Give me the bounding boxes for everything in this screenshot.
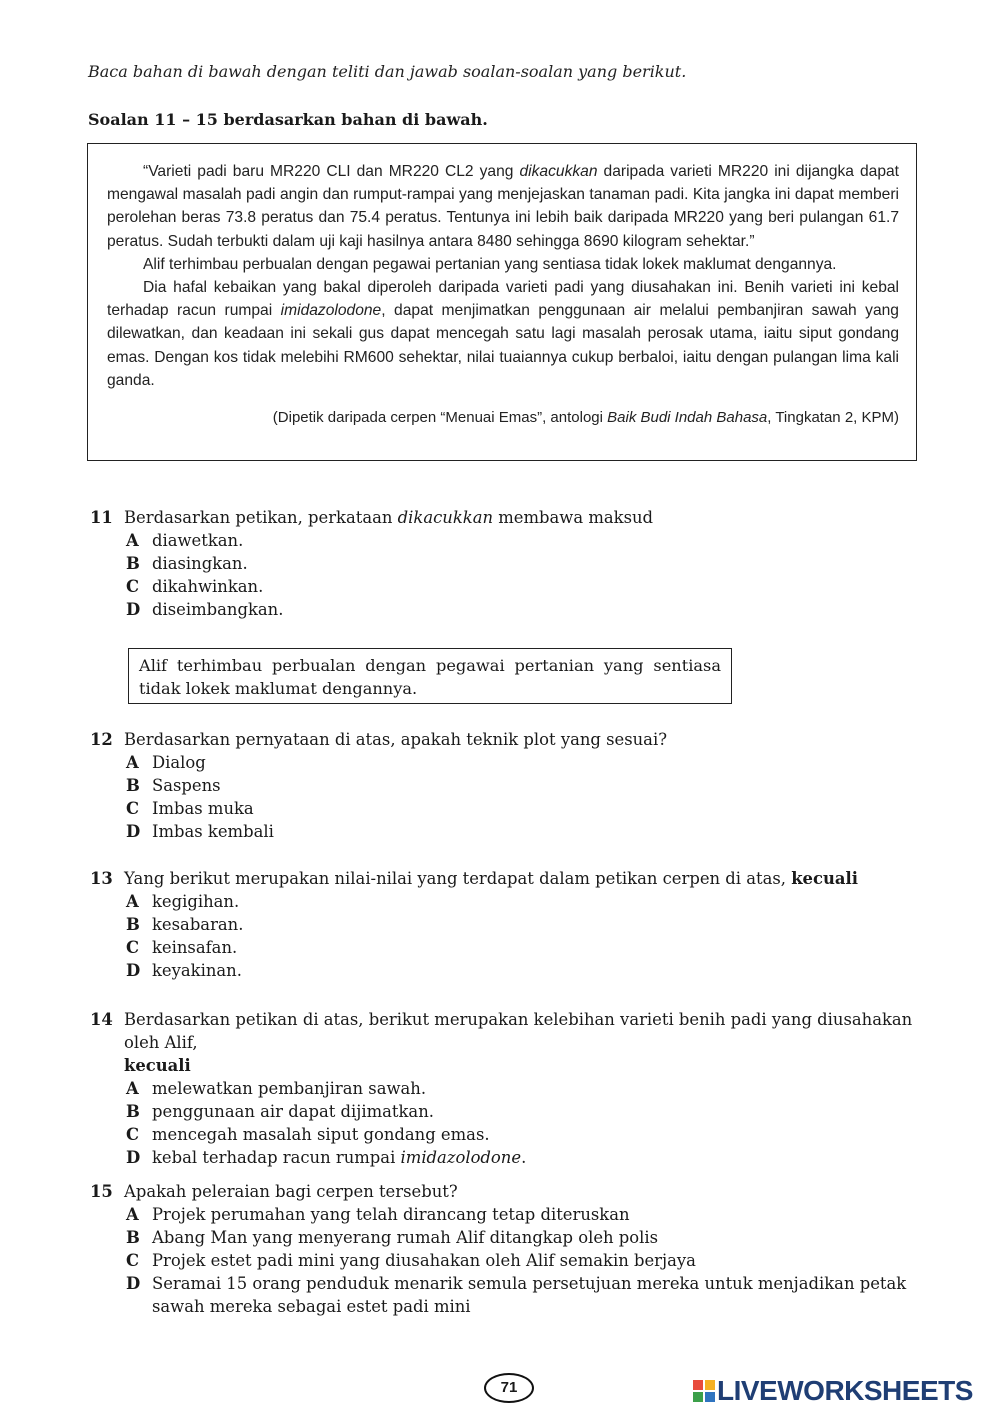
question-number: 12: [90, 730, 113, 749]
question-number: 13: [90, 869, 113, 888]
option-d[interactable]: D diseimbangkan.: [126, 600, 284, 619]
option-a[interactable]: A Dialog: [126, 753, 206, 772]
liveworksheets-logo: [693, 1375, 973, 1407]
option-c[interactable]: C Imbas muka: [126, 799, 254, 818]
option-c[interactable]: C mencegah masalah siput gondang emas.: [126, 1125, 490, 1144]
option-a[interactable]: A melewatkan pembanjiran sawah.: [126, 1079, 427, 1098]
option-d[interactable]: D Seramai 15 orang penduduk menarik semula persetujuan mereka untuk menjadikan petak sawah mereka sebagai estet padi mini: [126, 1274, 907, 1316]
option-d[interactable]: D kebal terhadap racun rumpai imidazolodone.: [126, 1148, 527, 1167]
question-13: 13 Yang berikut merupakan nilai-nilai yang terdapat dalam petikan cerpen di atas, kecuali A kegigihan. B kesabaran. C keinsafan. D keyakinan.: [90, 869, 858, 980]
option-a[interactable]: A diawetkan.: [126, 531, 244, 550]
option-b[interactable]: B kesabaran.: [126, 915, 244, 934]
instruction: Baca bahan di bawah dengan teliti dan jawab soalan-soalan yang berikut.: [88, 62, 687, 81]
question-number: 15: [90, 1182, 113, 1201]
section-heading: Soalan 11 – 15 berdasarkan bahan di bawah.: [88, 110, 488, 129]
option-d[interactable]: D keyakinan.: [126, 961, 242, 980]
question-15: 15 Apakah peleraian bagi cerpen tersebut? A Projek perumahan yang telah dirancang tetap diteruskan B Abang Man yang menyerang rumah Alif ditangkap oleh polis C Projek estet padi mini yang diusahakan oleh Alif semakin berjaya D Seramai 15 orang penduduk menarik semula persetujuan mereka untuk menjadikan petak sawah mereka sebagai estet padi mini: [90, 1180, 946, 1318]
option-b[interactable]: B Abang Man yang menyerang rumah Alif ditangkap oleh polis: [126, 1228, 659, 1247]
question-number: 14: [90, 1010, 113, 1029]
passage-paragraph-2: Alif terhimbau perbualan dengan pegawai pertanian yang sentiasa tidak lokek maklumat dengannya.: [143, 255, 837, 273]
question-14: 14 Berdasarkan petikan di atas, berikut merupakan kelebihan varieti benih padi yang diusahakan oleh Alif, kecuali A melewatkan pembanjiran sawah. B penggunaan air dapat dijimatkan. C mencegah masalah siput gondang emas. D kebal terhadap racun rumpai imidazolodone.: [90, 1008, 940, 1169]
question-11: 11 Berdasarkan petikan, perkataan dikacukkan membawa maksud A diawetkan. B diasingkan. C dikahwinkan. D diseimbangkan.: [90, 508, 654, 619]
option-a[interactable]: A Projek perumahan yang telah dirancang tetap diteruskan: [126, 1205, 630, 1224]
brand-wordmark: LIVEWORKSHEETS: [717, 1375, 973, 1406]
passage-paragraph-1: “Varieti padi baru MR220 CLI dan MR220 CL2 yang dikacukkan daripada varieti MR220 ini dijangka dapat mengawal masalah padi angin dan rumput-rampai yang menjejaskan tanaman padi. Kita jangka ini dapat memberi perolehan beras 73.8 peratus dan 75.4 peratus. Tentunya ini lebih baik daripada MR220 yang beri pulangan 61.7 peratus. Sudah terbukti dalam uji kaji hasilnya antara 8480 sehingga 8690 kilogram sehektar.”: [107, 163, 899, 250]
option-c[interactable]: C keinsafan.: [126, 938, 238, 957]
question-number: 11: [90, 508, 113, 527]
passage-box: [87, 143, 917, 461]
passage-paragraph-3: Dia hafal kebaikan yang bakal diperoleh daripada varieti padi yang diusahakan ini. Benih varieti ini kebal terhadap racun rumpai imidazolodone, dapat menjimatkan penggunaan air melalui pembanjiran sawah yang dilewatkan, dan keadaan ini sekali gus dapat mencegah satu lagi masalah perosak utama, iaitu siput gondang emas. Dengan kos tidak melebihi RM600 sehektar, nilai tuaiannya cukup berbaloi, iaitu dengan pulangan lima kali ganda.: [107, 279, 899, 389]
passage-source: (Dipetik daripada cerpen “Menuai Emas”, antologi Baik Budi Indah Bahasa, Tingkatan 2, KPM): [272, 409, 899, 427]
page-number: 71: [484, 1373, 534, 1403]
option-b[interactable]: B diasingkan.: [126, 554, 248, 573]
liveworksheets-blocks-icon: [693, 1380, 715, 1402]
option-b[interactable]: B Saspens: [126, 776, 221, 795]
option-b[interactable]: B penggunaan air dapat dijimatkan.: [126, 1102, 434, 1121]
option-c[interactable]: C dikahwinkan.: [126, 577, 264, 596]
option-d[interactable]: D Imbas kembali: [126, 822, 274, 841]
option-c[interactable]: C Projek estet padi mini yang diusahakan oleh Alif semakin berjaya: [126, 1251, 696, 1270]
question-12: 12 Berdasarkan pernyataan di atas, apakah teknik plot yang sesuai? A Dialog B Saspens C Imbas muka D Imbas kembali: [90, 730, 667, 841]
option-a[interactable]: A kegigihan.: [126, 892, 240, 911]
statement-box: Alif terhimbau perbualan dengan pegawai pertanian yang sentiasa tidak lokek maklumat dengannya.: [128, 648, 732, 704]
